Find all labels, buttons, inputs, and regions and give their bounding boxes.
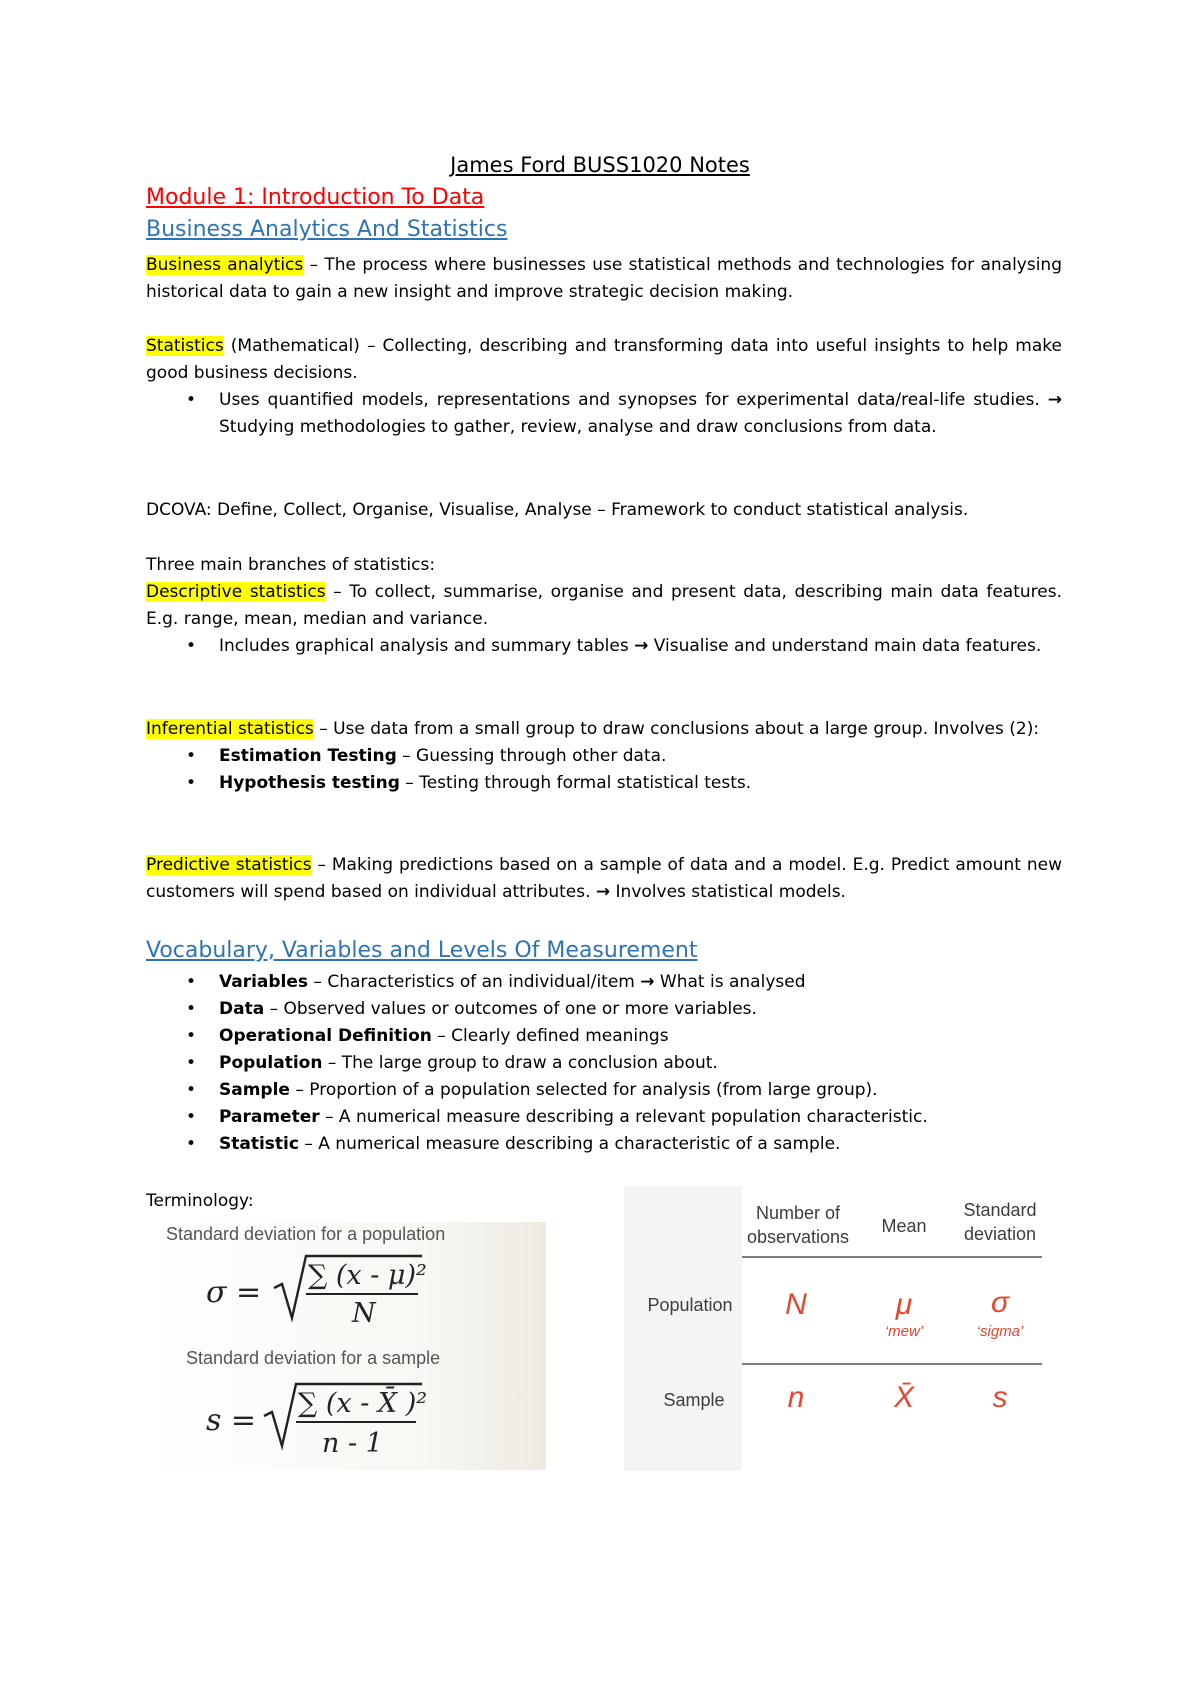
bullet-term: Hypothesis testing xyxy=(219,773,400,793)
bullet-term: Sample xyxy=(219,1080,290,1100)
module-heading: Module 1: Introduction To Data xyxy=(146,185,485,210)
arrow-icon: → xyxy=(595,882,611,902)
inferential-section xyxy=(146,716,1062,797)
descriptive-bullets xyxy=(146,633,1062,660)
vocabulary-list xyxy=(146,969,1062,1158)
population-formula-denominator: N xyxy=(352,1298,376,1329)
population-formula-label: Standard deviation for a population xyxy=(166,1224,446,1244)
list-item xyxy=(146,387,1062,441)
list-item xyxy=(146,1077,1062,1104)
bullet-term: Data xyxy=(219,999,265,1019)
population-mean-note: ‘mew’ xyxy=(884,1323,924,1340)
arrow-icon: → xyxy=(640,972,655,992)
predictive-definition: – Making predictions based on a sample of data and a model. E.g. Predict amount new customers will spend based on individual attributes. xyxy=(146,855,1062,902)
document-title: James Ford BUSS1020 Notes xyxy=(450,153,750,177)
predictive-term: Predictive statistics xyxy=(146,855,312,875)
population-formula-numerator: ∑ (x - μ)² xyxy=(308,1260,427,1291)
notation-table-svg xyxy=(624,1186,1054,1471)
list-item xyxy=(146,1023,1062,1050)
business-analytics-definition: – The process where businesses use statistical methods and technologies for analysing historical data to gain a new insight and improve strategic decision making. xyxy=(146,255,1062,302)
header-std-line2: deviation xyxy=(963,1224,1037,1244)
business-analytics-paragraph xyxy=(146,252,1062,306)
bullet-text: What is analysed xyxy=(654,972,806,992)
statistics-term: Statistics xyxy=(146,336,224,356)
arrow-icon: → xyxy=(1047,390,1062,410)
bullet-text: Includes graphical analysis and summary tables xyxy=(219,636,635,656)
bullet-text: – Guessing through other data. xyxy=(396,746,667,766)
vocabulary-list-container xyxy=(146,969,1062,1158)
bullet-text: – Proportion of a population selected for analysis (from large group). xyxy=(289,1080,878,1100)
sample-formula-numerator: ∑ (x - X̄ )² xyxy=(298,1388,428,1419)
header-std-line1: Standard xyxy=(963,1200,1037,1220)
inferential-definition: – Use data from a small group to draw conclusions about a large group. Involves (2): xyxy=(313,719,1040,739)
arrow-icon: → xyxy=(634,636,649,656)
row-label-population: Population xyxy=(647,1295,733,1315)
bullet-text: – A numerical measure describing a relevant population characteristic. xyxy=(319,1107,928,1127)
bullet-term: Operational Definition xyxy=(219,1026,432,1046)
statistics-definition: (Mathematical) – Collecting, describing and transforming data into useful insights to help make good business decisions. xyxy=(146,336,1062,383)
row-label-sample: Sample xyxy=(663,1390,725,1410)
descriptive-term: Descriptive statistics xyxy=(146,582,326,602)
bullet-text: – A numerical measure describing a characteristic of a sample. xyxy=(298,1134,841,1154)
predictive-definition-tail: Involves statistical models. xyxy=(610,882,846,902)
bullet-text: – Testing through formal statistical tests. xyxy=(399,773,752,793)
population-std-note: ‘sigma’ xyxy=(976,1323,1024,1340)
section-heading-vocabulary: Vocabulary, Variables and Levels Of Measurement xyxy=(146,938,698,963)
population-mean-symbol: μ xyxy=(895,1288,913,1321)
bullet-term: Estimation Testing xyxy=(219,746,397,766)
list-item xyxy=(146,743,1062,770)
formula-svg xyxy=(146,1222,546,1470)
dcova-paragraph xyxy=(146,497,1062,524)
sample-formula-label: Standard deviation for a sample xyxy=(186,1348,441,1368)
bullet-text: Uses quantified models, representations and synopses for experimental data/real-life studies. xyxy=(219,390,1048,410)
bullet-term: Parameter xyxy=(219,1107,320,1127)
branches-section xyxy=(146,552,1062,660)
bullet-text: Studying methodologies to gather, review, analyse and draw conclusions from data. xyxy=(219,417,937,437)
population-std-symbol: σ xyxy=(990,1286,1010,1319)
bullet-term: Variables xyxy=(219,972,309,992)
sample-mean-symbol: X̄ xyxy=(893,1381,915,1414)
list-item xyxy=(146,969,1062,996)
predictive-paragraph xyxy=(146,852,1062,906)
bullet-text: – Clearly defined meanings xyxy=(431,1026,669,1046)
bullet-text: – The large group to draw a conclusion about. xyxy=(322,1053,718,1073)
list-item xyxy=(146,1131,1062,1158)
list-item xyxy=(146,770,1062,797)
inferential-term: Inferential statistics xyxy=(146,719,314,739)
sample-std-symbol: s xyxy=(992,1381,1008,1414)
sample-formula-denominator: n - 1 xyxy=(322,1428,383,1459)
bullet-text: – Characteristics of an individual/item xyxy=(308,972,641,992)
population-formula-lhs: σ = xyxy=(206,1275,262,1310)
section-heading-business-analytics: Business Analytics And Statistics xyxy=(146,217,508,242)
notation-table-image xyxy=(624,1186,1054,1471)
header-observations-line2: observations xyxy=(746,1227,850,1247)
header-mean: Mean xyxy=(881,1216,927,1236)
branches-intro: Three main branches of statistics: xyxy=(146,555,436,575)
sample-formula-lhs: s = xyxy=(206,1403,257,1438)
statistics-bullets xyxy=(146,387,1062,441)
terminology-label: Terminology: xyxy=(146,1191,254,1211)
statistics-paragraph xyxy=(146,333,1062,441)
bullet-text: Visualise and understand main data features. xyxy=(648,636,1042,656)
descriptive-definition: – To collect, summarise, organise and present data, describing main data features. E.g. range, mean, median and variance. xyxy=(146,582,1062,629)
header-observations-line1: Number of xyxy=(755,1203,841,1223)
bullet-term: Population xyxy=(219,1053,323,1073)
population-count-symbol: N xyxy=(785,1288,807,1321)
bullet-text: – Observed values or outcomes of one or more variables. xyxy=(264,999,757,1019)
list-item xyxy=(146,1104,1062,1131)
list-item xyxy=(146,633,1062,660)
inferential-bullets xyxy=(146,743,1062,797)
bullet-term: Statistic xyxy=(219,1134,299,1154)
dcova-text: DCOVA: Define, Collect, Organise, Visualise, Analyse – Framework to conduct statistical analysis. xyxy=(146,500,969,520)
standard-deviation-formula-image xyxy=(146,1222,546,1470)
list-item xyxy=(146,1050,1062,1077)
list-item xyxy=(146,996,1062,1023)
sample-count-symbol: n xyxy=(787,1381,805,1414)
business-analytics-term: Business analytics xyxy=(146,255,304,275)
